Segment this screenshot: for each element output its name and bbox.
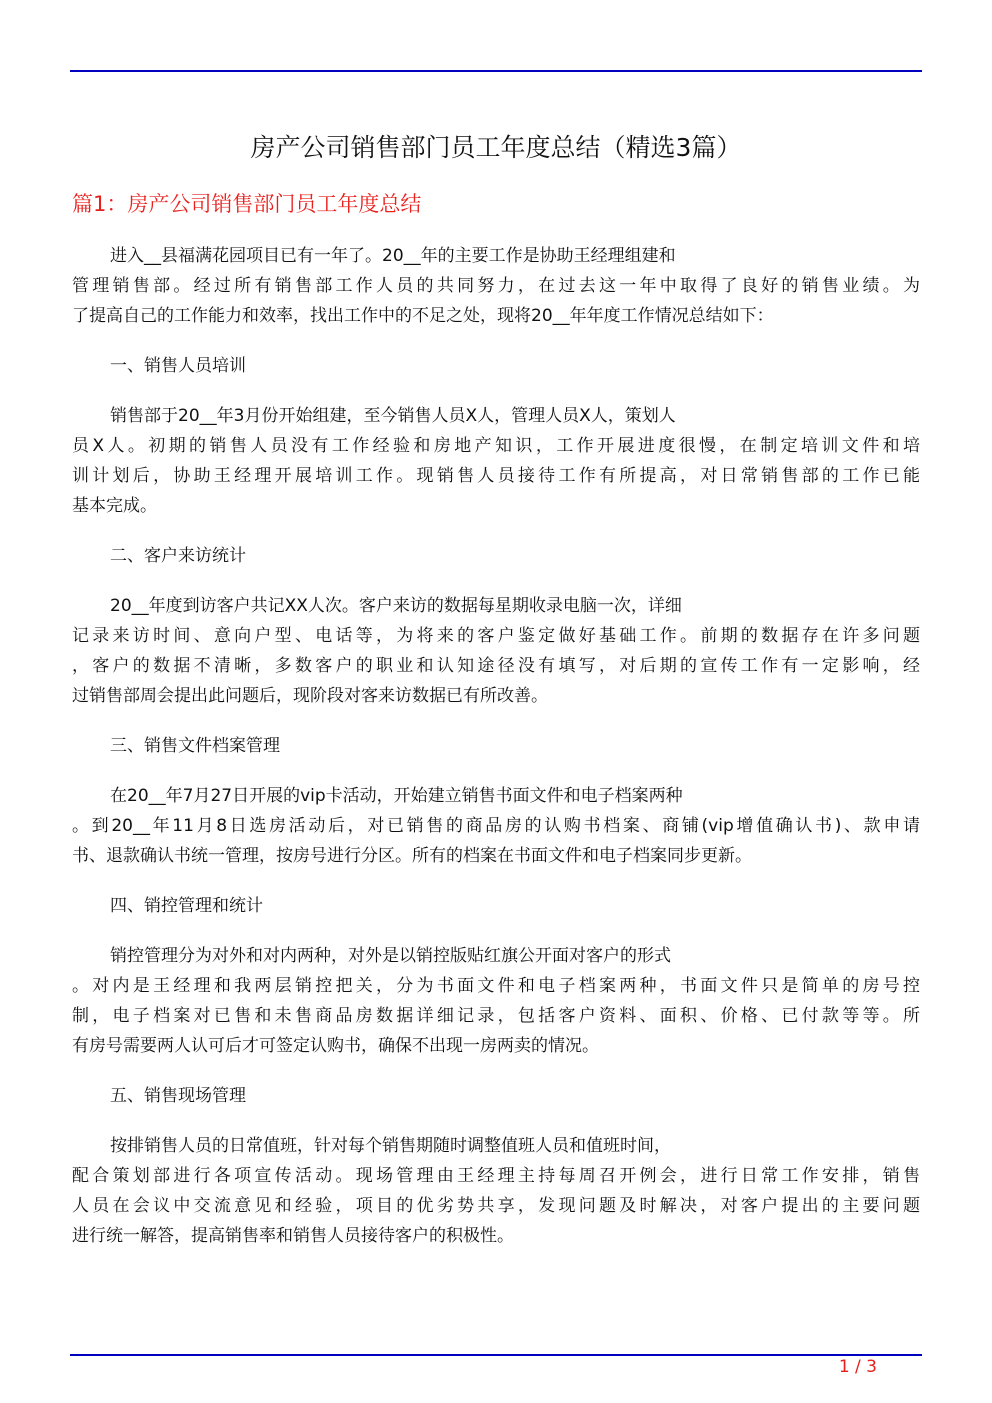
paragraph-line: 20__年度到访客户共记XX人次。客户来访的数据每星期收录电脑一次，详细: [110, 596, 682, 616]
section-heading: 四、销控管理和统计: [110, 896, 263, 916]
paragraph-line: 在20__年7月27日开展的vip卡活动，开始建立销售书面文件和电子档案两种: [110, 786, 683, 806]
paragraph-line: 销售部于20__年3月份开始组建，至今销售人员X人，管理人员X人，策划人: [110, 406, 676, 426]
section-heading: 五、销售现场管理: [110, 1086, 246, 1106]
paragraph-line: 进入__县福满花园项目已有一年了。20__年的主要工作是协助王经理组建和: [110, 246, 676, 266]
paragraph-line: 有房号需要两人认可后才可签定认购书，确保不出现一房两卖的情况。: [72, 1036, 599, 1056]
section-heading: 一、销售人员培训: [110, 356, 246, 376]
paragraph-line: 销控管理分为对外和对内两种，对外是以销控版贴红旗公开面对客户的形式: [110, 946, 671, 966]
section-heading: 三、销售文件档案管理: [110, 736, 280, 756]
paragraph-line: 基本完成。: [72, 496, 157, 516]
paragraph-line: 记录来访时间、意向户型、电话等，为将来的客户鉴定做好基础工作。前期的数据存在许多问题: [72, 626, 920, 646]
paragraph-line: 人员在会议中交流意见和经验，项目的优劣势共享，发现问题及时解决，对客户提出的主要问题: [72, 1196, 920, 1216]
document-title: 房产公司销售部门员工年度总结（精选3篇）: [250, 133, 742, 162]
paragraph-line: 。对内是王经理和我两层销控把关，分为书面文件和电子档案两种，书面文件只是简单的房号控: [72, 976, 920, 996]
paragraph-line: 员X人。初期的销售人员没有工作经验和房地产知识，工作开展进度很慢，在制定培训文件和培: [72, 436, 920, 456]
page-number: 1 / 3: [838, 1357, 877, 1377]
paragraph-line: 管理销售部。经过所有销售部工作人员的共同努力，在过去这一年中取得了良好的销售业绩。为: [72, 276, 920, 296]
header-rule: [70, 70, 922, 72]
section-title: 篇1：房产公司销售部门员工年度总结: [72, 192, 422, 216]
paragraph-line: 训计划后，协助王经理开展培训工作。现销售人员接待工作有所提高，对日常销售部的工作已能: [72, 466, 920, 486]
paragraph-line: 按排销售人员的日常值班，针对每个销售期随时调整值班人员和值班时间，: [110, 1136, 671, 1156]
section-heading: 二、客户来访统计: [110, 546, 246, 566]
paragraph-line: ，客户的数据不清晰，多数客户的职业和认知途径没有填写，对后期的宣传工作有一定影响，经: [72, 656, 920, 676]
paragraph-line: 了提高自己的工作能力和效率，找出工作中的不足之处，现将20__年年度工作情况总结如下：: [72, 306, 774, 326]
paragraph-line: 。到20__年11月8日选房活动后，对已销售的商品房的认购书档案、商铺(vip增值确认书)、款申请: [72, 816, 920, 836]
footer-rule: [70, 1354, 922, 1356]
paragraph-line: 书、退款确认书统一管理，按房号进行分区。所有的档案在书面文件和电子档案同步更新。: [72, 846, 752, 866]
paragraph-line: 过销售部周会提出此问题后，现阶段对客来访数据已有所改善。: [72, 686, 548, 706]
paragraph-line: 配合策划部进行各项宣传活动。现场管理由王经理主持每周召开例会，进行日常工作安排，销售: [72, 1166, 920, 1186]
paragraph-line: 制，电子档案对已售和未售商品房数据详细记录，包括客户资料、面积、价格、已付款等等。所: [72, 1006, 920, 1026]
paragraph-line: 进行统一解答，提高销售率和销售人员接待客户的积极性。: [72, 1226, 514, 1246]
